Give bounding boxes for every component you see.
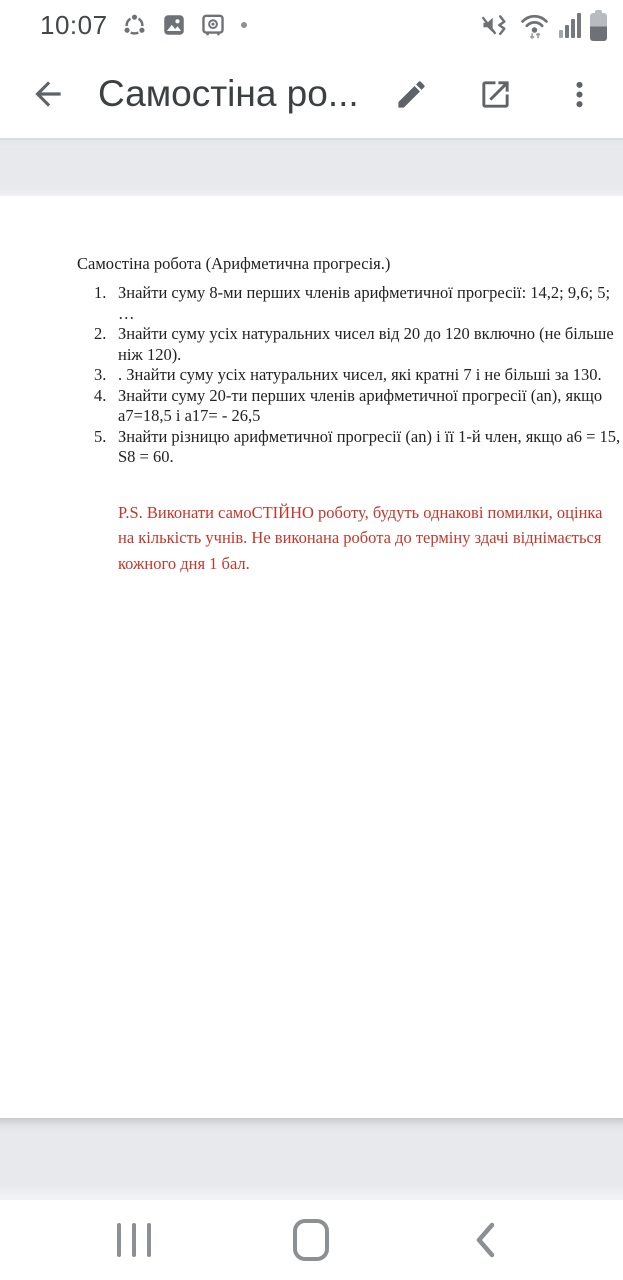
- home-button[interactable]: [293, 1219, 329, 1261]
- wifi-icon: [519, 10, 550, 41]
- page-margin-top: [0, 140, 623, 196]
- item-line: Знайти суму 20-ти перших членів арифметичної прогресії (an), якщо: [118, 385, 603, 405]
- list-item-1: [77, 283, 611, 324]
- ps-line: P.S. Виконати самоСТІЙНО роботу, будуть однакові помилки, оцінка: [118, 502, 603, 522]
- list-item-2: [77, 324, 614, 365]
- status-bar: [0, 0, 623, 50]
- postscript-note: [118, 500, 603, 577]
- back-icon: [471, 1218, 501, 1262]
- ps-line: на кількість учнів. Не виконана робота до терміну здачі віднімається: [118, 528, 602, 547]
- item-line: . Знайти суму усіх натуральних чисел, які кратні 7 і не більші за 130.: [118, 365, 602, 384]
- item-line: Знайти суму 8-ми перших членів арифметичної прогресії: 14,2; 9,6; 5;: [118, 283, 611, 302]
- document-content: [77, 253, 621, 576]
- notification-dot: [241, 22, 247, 28]
- secure-folder-icon: [200, 12, 226, 38]
- home-icon: [293, 1219, 329, 1261]
- back-button[interactable]: [28, 70, 68, 118]
- list-item-3: [77, 365, 602, 386]
- item-line: S8 = 60.: [118, 447, 174, 466]
- list-item-4: [77, 385, 603, 427]
- more-options-button[interactable]: [559, 70, 599, 118]
- item-number: 1.: [94, 283, 107, 302]
- back-nav-button[interactable]: [471, 1218, 501, 1262]
- page-margin-bottom: [0, 1118, 623, 1196]
- recents-icon: [117, 1223, 151, 1257]
- item-line: Знайти суму усіх натуральних чисел від 20 до 120 включно (не більше: [118, 324, 614, 343]
- item-line: ніж 120).: [118, 344, 182, 364]
- clock-text: 10:07: [40, 9, 108, 40]
- item-number: 5.: [94, 426, 107, 446]
- app-bar: [0, 50, 623, 138]
- open-in-new-button[interactable]: [475, 70, 515, 118]
- document-heading: Самостіна робота (Арифметична прогресія.): [77, 254, 391, 273]
- item-number: 4.: [94, 385, 107, 405]
- item-line: a7=18,5 і a17= - 26,5: [118, 406, 261, 425]
- document-title-truncated: Самостіна ро...: [98, 73, 359, 114]
- document-page[interactable]: [0, 196, 623, 1118]
- edit-pencil-button[interactable]: [391, 70, 431, 118]
- recents-button[interactable]: [117, 1223, 151, 1257]
- mute-vibrate-icon: [480, 10, 510, 40]
- signal-strength-icon: [559, 12, 581, 38]
- share-icon: [121, 12, 148, 39]
- status-bar-left: [40, 10, 247, 41]
- gallery-icon: [161, 12, 187, 38]
- list-item-5: [77, 426, 621, 468]
- item-number: 2.: [94, 324, 107, 343]
- app-bar-actions: [391, 70, 599, 118]
- item-number: 3.: [94, 365, 107, 384]
- status-bar-right: [480, 10, 607, 41]
- item-line: Знайти різницю арифметичної прогресії (an) і її 1-й член, якщо a6 = 15,: [118, 426, 621, 446]
- battery-icon: [590, 10, 607, 41]
- ps-line: кожного дня 1 бал.: [118, 553, 250, 573]
- item-line: …: [118, 303, 135, 323]
- navigation-bar: [0, 1200, 623, 1280]
